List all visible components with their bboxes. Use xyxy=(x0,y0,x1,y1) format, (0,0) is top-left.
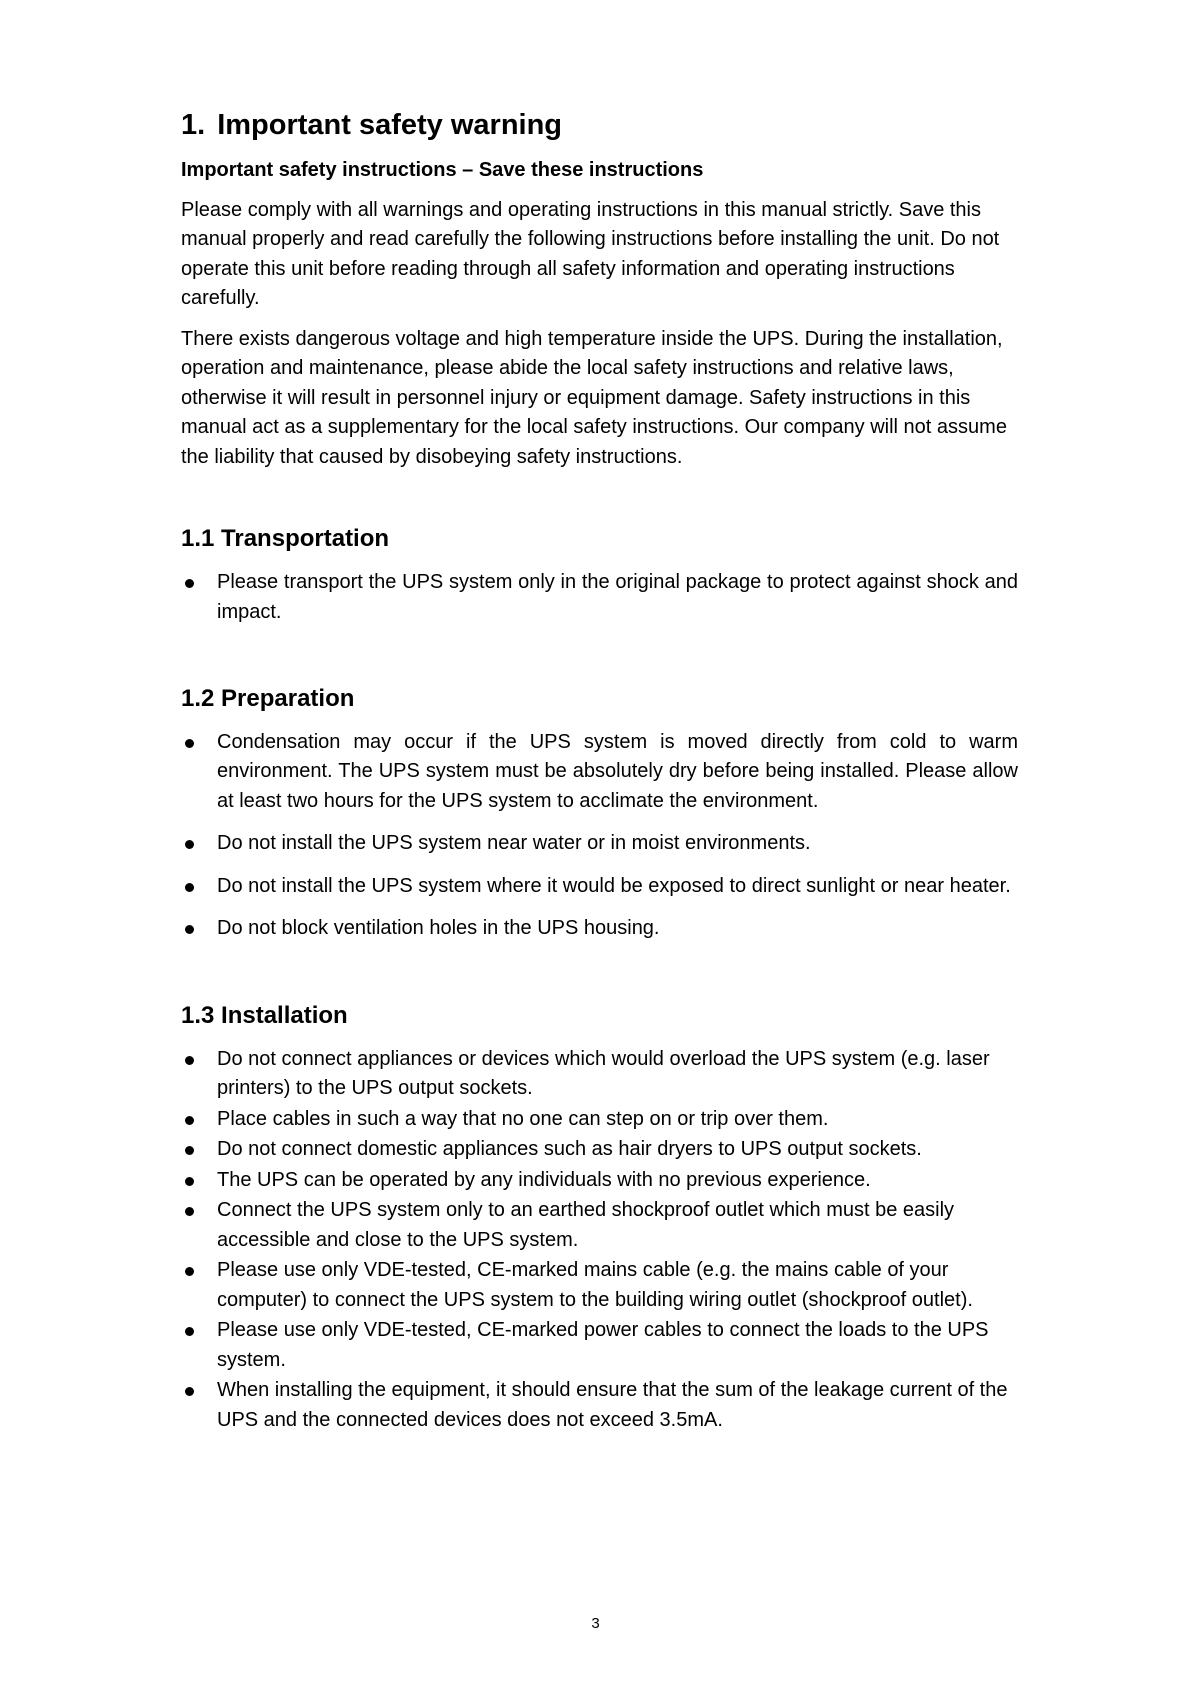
list-item: When installing the equipment, it should ensure that the sum of the leakage current of the UPS and the connected devices does not exceed 3.5mA. xyxy=(181,1376,1018,1435)
installation-list xyxy=(181,1045,1018,1436)
bullet-icon xyxy=(185,1177,194,1186)
bullet-icon xyxy=(185,579,194,588)
bullet-icon xyxy=(185,1116,194,1125)
bullet-icon xyxy=(185,883,194,892)
list-item: The UPS can be operated by any individuals with no previous experience. xyxy=(181,1166,1018,1196)
title-number: 1. xyxy=(181,109,206,141)
bullet-icon xyxy=(185,1387,194,1396)
section-heading-installation: 1.3 Installation xyxy=(181,1001,348,1029)
bullet-icon xyxy=(185,739,194,748)
page-title xyxy=(181,108,1018,143)
preparation-list xyxy=(181,728,1018,944)
bullet-icon xyxy=(185,1267,194,1276)
page-number: 3 xyxy=(591,1615,600,1632)
intro-paragraph: Please comply with all warnings and operating instructions in this manual strictly. Save this manual properly and read carefully the following instructions before installing the unit. Do not operate this unit before reading through all safety information and operating instructions carefully. xyxy=(181,198,1000,310)
list-item: Please use only VDE-tested, CE-marked power cables to connect the loads to the UPS system. xyxy=(181,1316,1018,1375)
bullet-icon xyxy=(185,1146,194,1155)
bullet-icon xyxy=(185,1327,194,1336)
list-item: Condensation may occur if the UPS system is moved directly from cold to warm environment. The UPS system must be absolutely dry before being installed. Please allow at least two hours for the UPS system to acclimate the environment. xyxy=(181,728,1018,817)
list-item: Connect the UPS system only to an earthed shockproof outlet which must be easily accessible and close to the UPS system. xyxy=(181,1196,1018,1255)
bullet-icon xyxy=(185,925,194,934)
list-item: Do not install the UPS system where it would be exposed to direct sunlight or near heater. xyxy=(181,872,1018,902)
list-item: Do not install the UPS system near water or in moist environments. xyxy=(181,829,1018,859)
instructions-subheading: Important safety instructions – Save these instructions xyxy=(181,158,704,181)
section-heading-preparation: 1.2 Preparation xyxy=(181,685,355,713)
bullet-icon xyxy=(185,1056,194,1065)
section-heading-transportation: 1.1 Transportation xyxy=(181,525,390,553)
list-item: Do not connect appliances or devices which would overload the UPS system (e.g. laser printers) to the UPS output sockets. xyxy=(181,1045,1018,1104)
list-item: Please transport the UPS system only in the original package to protect against shock and impact. xyxy=(181,568,1018,627)
bullet-icon xyxy=(185,840,194,849)
document-page xyxy=(181,108,1018,1436)
title-text: Important safety warning xyxy=(217,109,563,141)
bullet-icon xyxy=(185,1207,194,1216)
transportation-list xyxy=(181,568,1018,627)
list-item: Do not connect domestic appliances such as hair dryers to UPS output sockets. xyxy=(181,1135,1018,1165)
list-item: Place cables in such a way that no one can step on or trip over them. xyxy=(181,1105,1018,1135)
intro-paragraph: There exists dangerous voltage and high temperature inside the UPS. During the installation, operation and maintenance, please abide the local safety instructions and relative laws, otherwise it will result in personnel injury or equipment damage. Safety instructions in this manual act as a supplementary for the local safety instructions. Our company will not assume the liability that caused by disobeying safety instructions. xyxy=(181,327,1007,468)
list-item: Do not block ventilation holes in the UPS housing. xyxy=(181,914,1018,944)
list-item: Please use only VDE-tested, CE-marked mains cable (e.g. the mains cable of your computer) to connect the UPS system to the building wiring outlet (shockproof outlet). xyxy=(181,1256,1018,1315)
